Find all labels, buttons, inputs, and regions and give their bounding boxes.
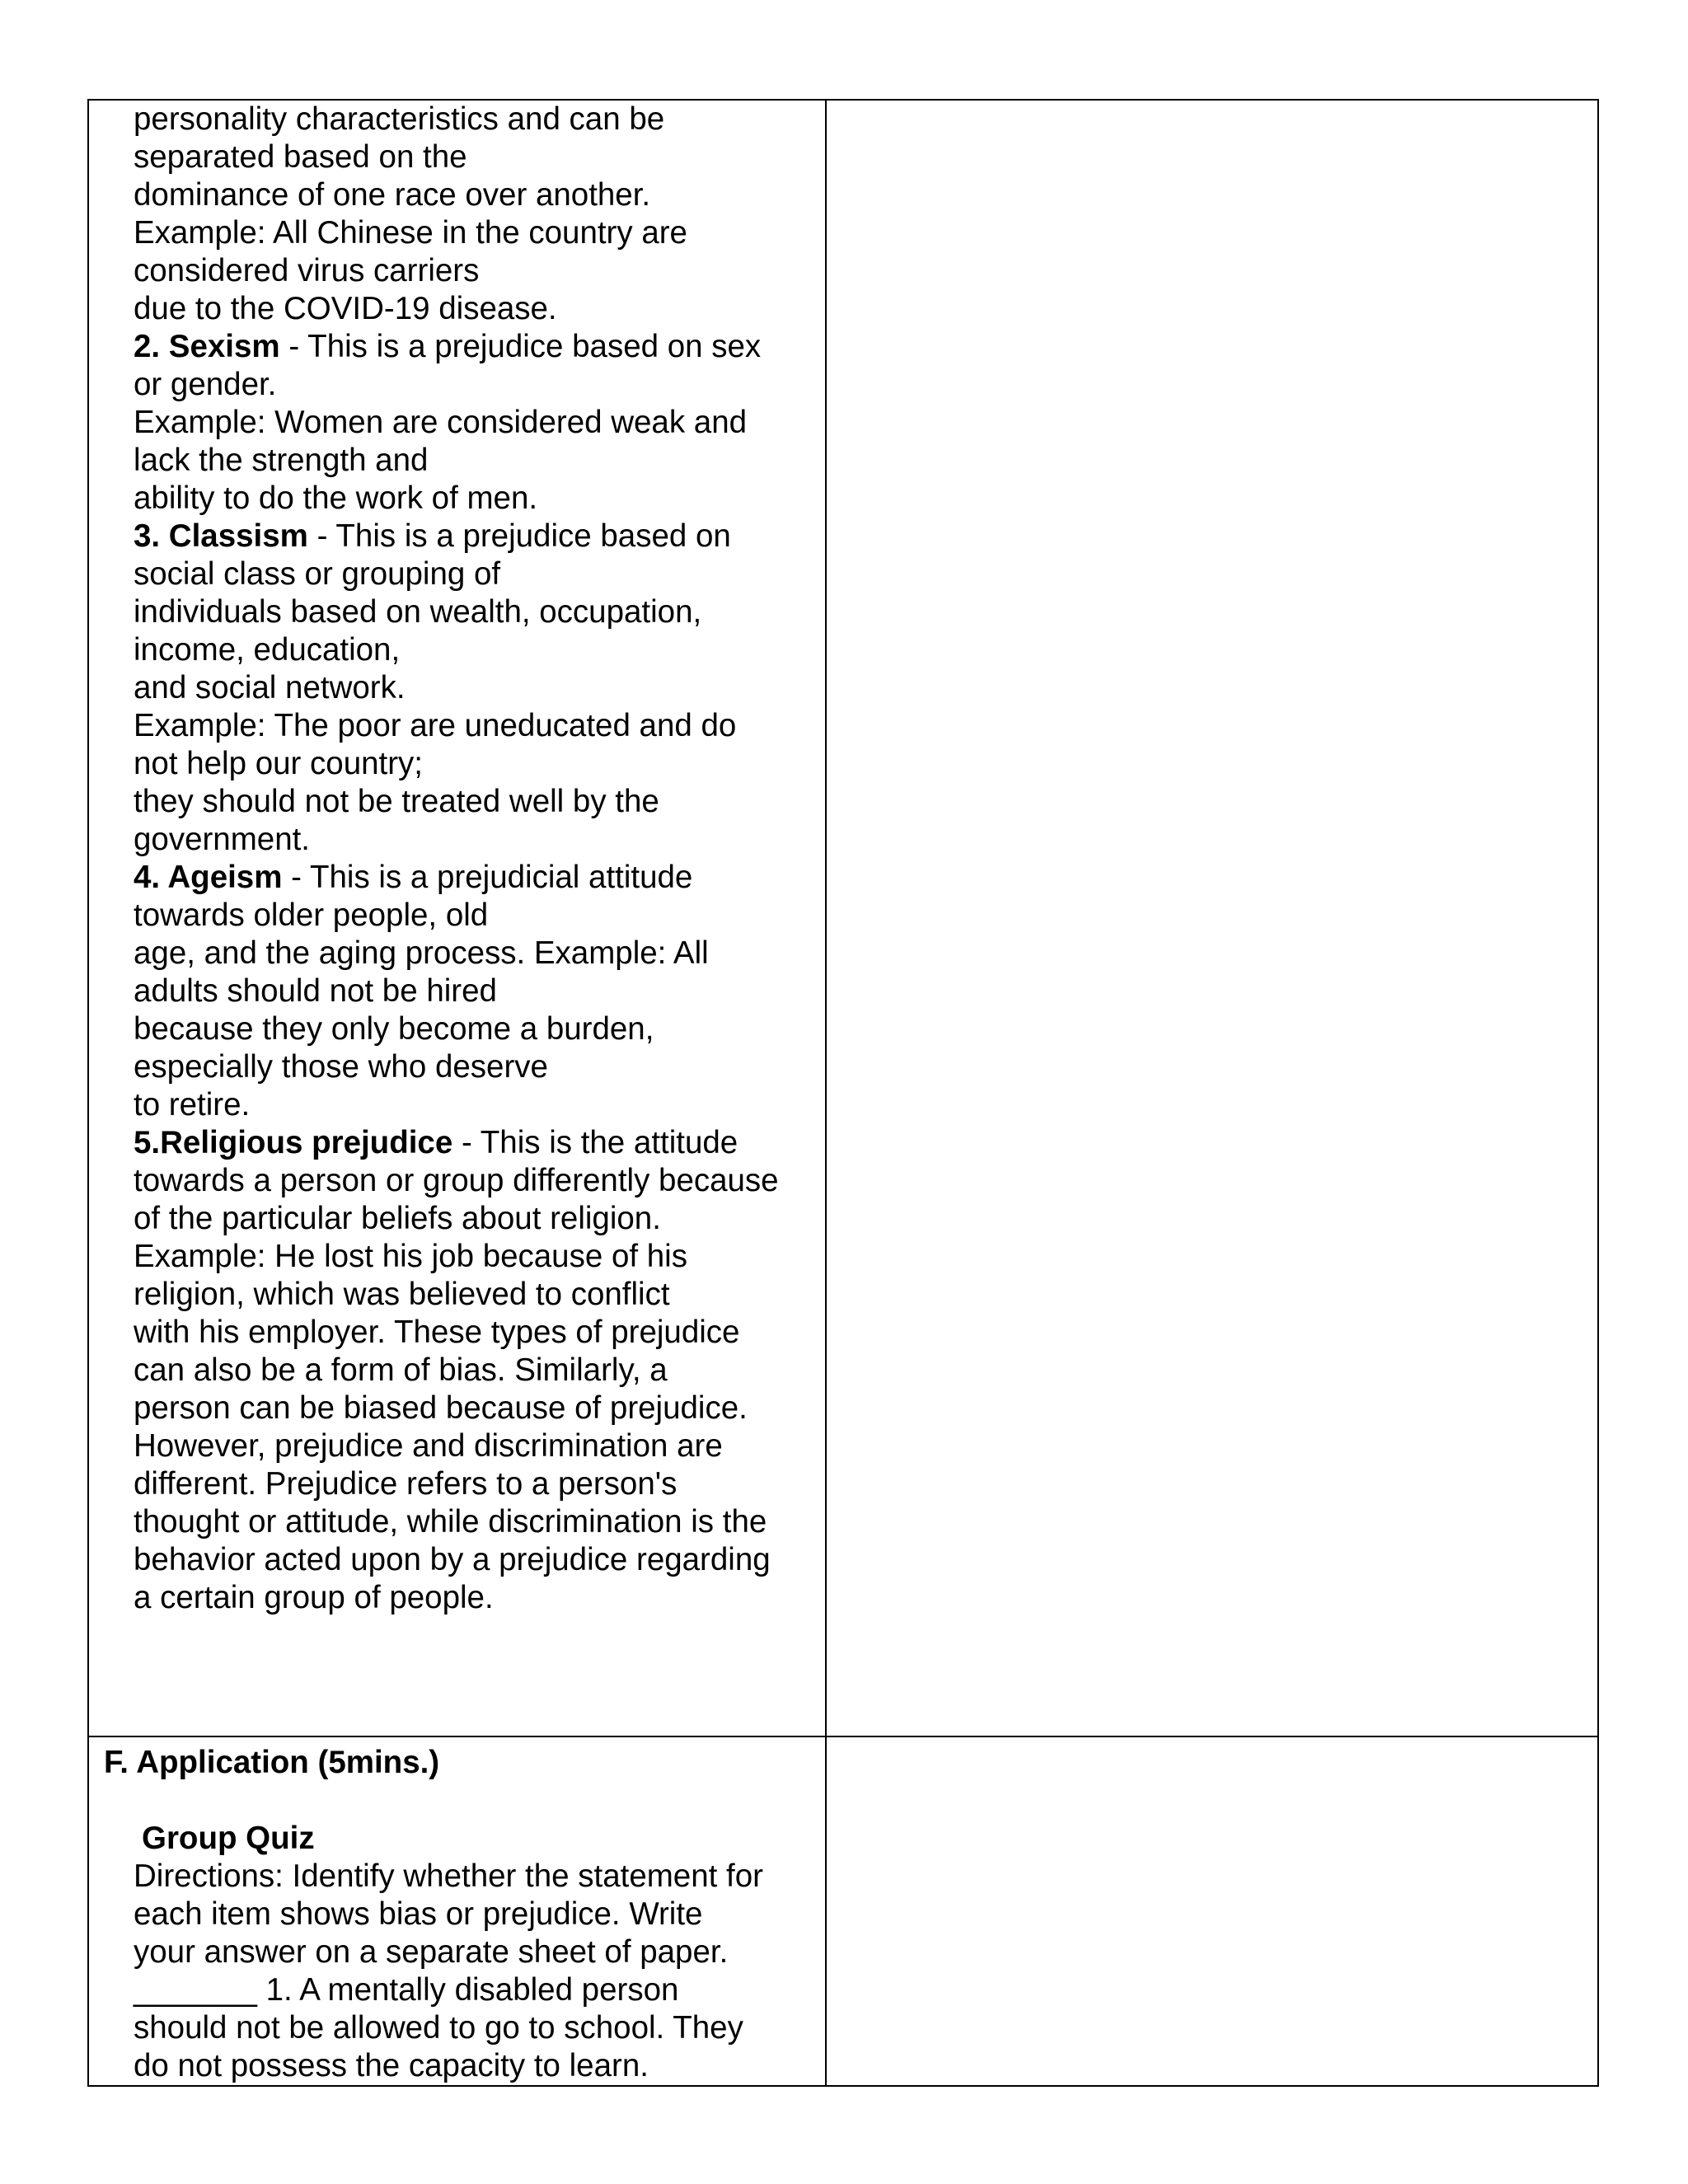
ageism-heading-line bbox=[134, 859, 825, 897]
text-line: thought or attitude, while discrimination is the bbox=[134, 1504, 767, 1540]
text-line: of the particular beliefs about religion. bbox=[134, 1201, 661, 1236]
sexism-heading-line bbox=[134, 328, 825, 366]
text-line: can also be a form of bias. Similarly, a bbox=[134, 1352, 668, 1388]
text-line: especially those who deserve bbox=[134, 1049, 548, 1085]
text-line: Example: He lost his job because of his bbox=[134, 1239, 687, 1274]
text-line: Example: All Chinese in the country are bbox=[134, 215, 687, 251]
quiz-item-1: _______ 1. A mentally disabled person bbox=[134, 1972, 679, 2008]
text-line: adults should not be hired bbox=[134, 973, 497, 1009]
table-row bbox=[88, 100, 1598, 1736]
text-line: considered virus carriers bbox=[134, 253, 480, 288]
section-heading: F. Application (5mins.) bbox=[104, 1745, 440, 1780]
text-line: because they only become a burden, bbox=[134, 1011, 654, 1047]
classism-term: 3. Classism bbox=[134, 518, 308, 554]
application-cell bbox=[88, 1736, 826, 2086]
sexism-definition: - This is a prejudice based on sex bbox=[279, 329, 762, 364]
text-line: separated based on the bbox=[134, 139, 467, 175]
text-line: towards a person or group differently because bbox=[134, 1163, 779, 1198]
text-line: lack the strength and bbox=[134, 443, 429, 478]
text-line: Example: Women are considered weak and bbox=[134, 405, 748, 440]
text-line: with his employer. These types of prejudice bbox=[134, 1315, 740, 1350]
application-section bbox=[89, 1737, 825, 2085]
text-line: ability to do the work of men. bbox=[134, 480, 538, 516]
notes-cell bbox=[826, 100, 1598, 1736]
text-line: religion, which was believed to conflict bbox=[134, 1277, 670, 1312]
text-line: personality characteristics and can be bbox=[134, 101, 665, 137]
religious-heading-line bbox=[134, 1124, 825, 1162]
text-line: dominance of one race over another. bbox=[134, 177, 651, 213]
text-line: individuals based on wealth, occupation, bbox=[134, 594, 702, 630]
text-line: not help our country; bbox=[134, 746, 423, 781]
text-line: Directions: Identify whether the statement for bbox=[134, 1858, 763, 1894]
classism-heading-line bbox=[134, 518, 825, 555]
text-line: do not possess the capacity to learn. bbox=[134, 2048, 649, 2083]
notes-cell bbox=[826, 1736, 1598, 2086]
text-line: towards older people, old bbox=[134, 898, 489, 933]
text-line: a certain group of people. bbox=[134, 1580, 494, 1615]
text-line: Example: The poor are uneducated and do bbox=[134, 708, 737, 743]
quiz-title: Group Quiz bbox=[142, 1821, 315, 1856]
classism-definition: - This is a prejudice based on bbox=[307, 518, 731, 554]
text-line: different. Prejudice refers to a person's bbox=[134, 1466, 678, 1502]
text-line: and social network. bbox=[134, 670, 406, 705]
table-row bbox=[88, 1736, 1598, 2086]
types-of-prejudice-text bbox=[89, 101, 825, 1617]
religious-definition: - This is the attitude bbox=[452, 1125, 738, 1160]
text-line: or gender. bbox=[134, 367, 277, 402]
text-line: they should not be treated well by the bbox=[134, 784, 659, 819]
religious-term: 5.Religious prejudice bbox=[134, 1125, 453, 1160]
ageism-definition: - This is a prejudicial attitude bbox=[282, 860, 693, 895]
text-line: your answer on a separate sheet of paper. bbox=[134, 1934, 729, 1970]
text-line: However, prejudice and discrimination are bbox=[134, 1428, 723, 1464]
ageism-term: 4. Ageism bbox=[134, 860, 283, 895]
content-cell bbox=[88, 100, 826, 1736]
text-line: age, and the aging process. Example: All bbox=[134, 935, 709, 971]
text-line: behavior acted upon by a prejudice regarding bbox=[134, 1542, 771, 1577]
text-line: social class or grouping of bbox=[134, 556, 501, 592]
text-line: government. bbox=[134, 822, 311, 857]
text-line: income, education, bbox=[134, 632, 401, 668]
text-line: person can be biased because of prejudice. bbox=[134, 1390, 748, 1426]
text-line: should not be allowed to go to school. They bbox=[134, 2010, 743, 2046]
text-line: to retire. bbox=[134, 1087, 251, 1122]
text-line: each item shows bias or prejudice. Write bbox=[134, 1896, 703, 1932]
sexism-term: 2. Sexism bbox=[134, 329, 280, 364]
lesson-table bbox=[87, 99, 1599, 2087]
text-line: due to the COVID-19 disease. bbox=[134, 291, 557, 326]
